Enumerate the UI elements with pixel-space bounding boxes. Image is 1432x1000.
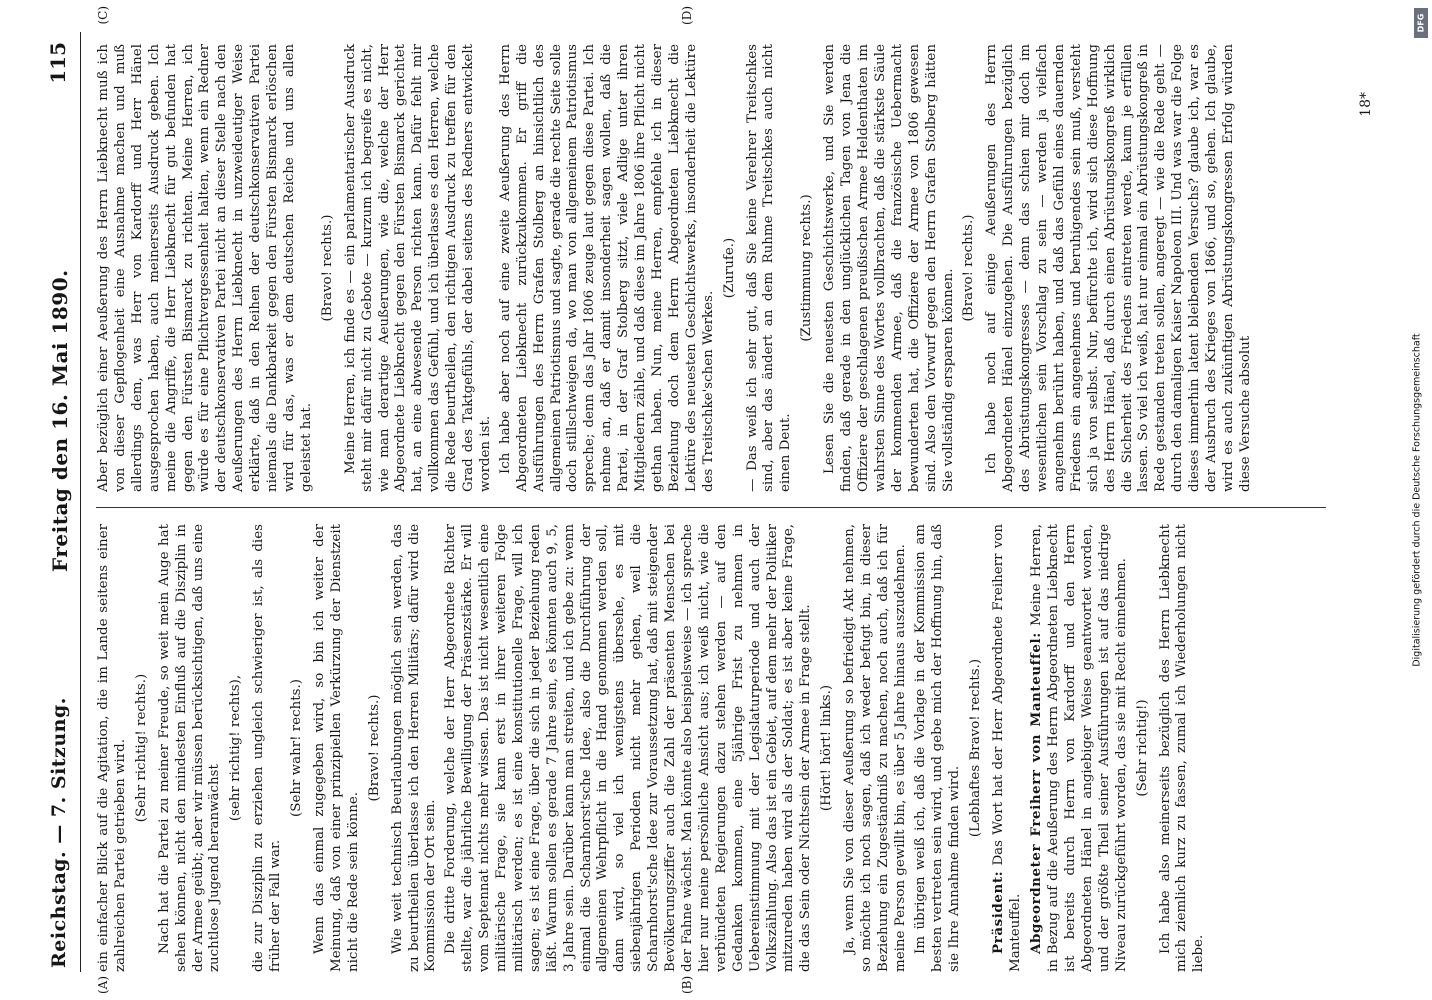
column-divider xyxy=(96,507,1326,508)
speaker-paragraph xyxy=(990,524,1025,972)
speech-text: Das Wort hat der Herr Abgeordnete Freiherr von Manteuffel. xyxy=(991,524,1024,972)
page-content xyxy=(40,6,1374,994)
signature-mark: 18* xyxy=(1358,92,1374,117)
paragraph: Ich habe aber noch auf eine zweite Aeußerung des Herrn Abgeordneten Liebknecht zurückzukommen. Er griff die Ausführungen des Herrn Grafen Stolberg an hinsichtlich des allgemeinen Patriotismus und sagte, gerade die rechte Seite solle doch stillschweigen da, wo man von allgemeinem Patriotismus spreche; denn das Jahr 1806 zeuge laut gegen diese Partei. Ich nehme an, daß er damit insonderheit sagen wollen, daß die Partei, in der Graf Stolberg sitzt, viele Adlige unter ihren Mitgliedern zähle, und daß diese im Jahre 1806 ihre Pflicht nicht gethan haben. Nun, meine Herren, empfehle ich in dieser Beziehung doch dem Herrn Abgeordneten Liebknecht die Lektüre des neuesten Geschichtswerks, insonderheit die Lektüre des Treitschke'schen Werkes. xyxy=(497,44,716,492)
paragraph: Wenn das einmal zugegeben wird, so bin ich weiter der Meinung, daß von einer prinzipiellen Verkürzung der Dienstzeit nicht die Rede sein könne. xyxy=(311,524,361,972)
paragraph: Ja, wenn Sie von dieser Aeußerung so befriedigt Akt nehmen, so möchte ich noch sagen, daß ich weder befugt bin, in dieser Beziehung ein Zugeständniß zu machen, noch auch, daß ich für meine Person gewillt bin, es über 5 Jahre hinaus auszudehnen. xyxy=(842,524,908,972)
speaker-paragraph xyxy=(1028,524,1130,972)
paragraph: Meine Herren, ich finde es — ein parlamentarischer Ausdruck steht mir dafür nicht zu Gebote — kurzum ich begreife es nicht, wie man derartige Aeußerungen, wie die, welche der Herr Abgeordnete Liebknecht gegen den Fürsten Bismarck gerichtet hat, an eine abwesende Person richten kann. Dafür fehlt mir vollkommen das Gefühl, und ich überlasse es den Herren, welche die Rede beurtheilen, den richtigen Ausdruck zu treffen für den Grad des Taktgefühls, der dabei seitens des Redners entwickelt worden ist. xyxy=(342,44,493,492)
margin-marker-c: (C) xyxy=(96,6,110,25)
interjection: (Bravo! rechts.) xyxy=(366,694,382,802)
paragraph: Wie weit technisch Beurlaubungen möglich sein werden, das zu beurtheilen überlasse ich den Herren Militärs; dafür wird die Kommission der Ort sein. xyxy=(389,524,439,972)
digitization-note: Digitalisierung gefördert durch die Deutsche Forschungsgemeinschaft xyxy=(1411,333,1423,667)
header-left: Reichstag. — 7. Sitzung. xyxy=(48,697,70,968)
interjection: (Sehr richtig!) xyxy=(1134,699,1150,797)
paragraph: die zur Disziplin zu erziehen ungleich schwieriger ist, als dies früher der Fall war. xyxy=(251,524,284,972)
paragraph: — Das weiß ich sehr gut, daß Sie keine Verehrer Treitschkes sind, aber das ändert an dem Ruhme Treitschkes auch nicht einen Deut. xyxy=(744,44,794,492)
margin-marker-a: (A) xyxy=(96,975,110,994)
paragraph: Ich habe also meinerseits bezüglich des Herrn Liebknecht mich ziemlich kurz zu fassen, zumal ich Wiederholungen nicht liebe. xyxy=(1157,524,1207,972)
right-text-column xyxy=(96,44,1356,492)
margin-marker-d: (D) xyxy=(680,6,694,25)
interjection: (Bravo! rechts.) xyxy=(961,214,977,322)
margin-marker-b: (B) xyxy=(680,975,694,994)
interjection: (sehr richtig! rechts), xyxy=(228,674,244,822)
interjection: (Sehr wahr! rechts.) xyxy=(289,679,305,817)
paragraph: Lesen Sie die neuesten Geschichtswerke, und Sie werden finden, daß gerade in den unglücklichen Tagen von Jena die Offiziere der geschlagenen preußischen Armee Heldenthaten im wahrsten Sinne des Wortes vollbrachten, daß die stärkste Säule der kommenden Armee, daß die französische Uebermacht bewunderten hat, die Offiziere der Armee von 1806 gewesen sind. Also den Vorwurf gegen den Herrn Grafen Stolberg hätten Sie vollständig ersparen können. xyxy=(822,44,956,492)
interjection: (Sehr richtig! rechts.) xyxy=(133,673,149,823)
page-number: 115 xyxy=(46,42,70,84)
running-header xyxy=(40,32,81,972)
paragraph: ein einfacher Blick auf die Agitation, die im Lande seitens einer zahlreichen Partei getrieben wird. xyxy=(96,524,128,972)
header-date: Freitag den 16. Mai 1890. xyxy=(48,269,72,572)
paragraph: Nach hat die Partei zu meiner Freude, so weit mein Auge hat sehen können, nicht den mindesten Einfluß auf die Disziplin in der Armee geübt; aber wir müssen berücksichtigen, daß uns eine zuchtlose Jugend heranwächst xyxy=(156,524,223,972)
speech-text: Meine Herren, in Bezug auf die Aeußerung des Herrn Abgeordneten Liebknecht ist bereits durch Herrn von Kardorff und den Herrn Abgeordneten Hänel in angiebiger Weise geantwortet worden, und der größte Theil seiner Ausführungen ist auf das niedrige Niveau zurückgeführt worden, das sie mit Recht einnehmen. xyxy=(1029,524,1129,972)
speaker-name: Präsident: xyxy=(990,870,1007,954)
interjection: (Hört! hört! links.) xyxy=(819,684,835,812)
dfg-logo xyxy=(1414,8,1428,38)
left-text-column xyxy=(96,524,1356,972)
interjection: (Bravo! rechts.) xyxy=(319,214,335,322)
interjection: (Lebhaftes Bravo! rechts.) xyxy=(967,658,983,838)
paragraph: Die dritte Forderung, welche der Herr Abgeordnete Richter stellte, war die jährliche Bewilligung der Präsenzstärke. Er will vom Septennat nichts mehr wissen. Das ist nicht wesentlich eine militärische Frage, sie kann erst in ihrer weiteren Folge militärisch werden; es ist eine konstitutionelle Frage, will ich sagen; es ist eine Frage, über die sich in jeder Beziehung reden läßt. Warum sollen es gerade 7 Jahre sein, es könnten auch 9, 5, 3 Jahre sein. Darüber kann man streiten, und ich gebe zu: wenn einmal die Scharnhorst'sche Idee, also die Durchführung der allgemeinen Wehrpflicht in die Hand genommen werden soll, dann wird, so viel ich wenigstens übersehe, es mit siebenjährigen Perioden nicht mehr gehen, weil die Scharnhorst'sche Idee zur Voraussetzung hat, daß mit steigender Bevölkerungsziffer auch die Zahl der präsenten Menschen bei der Fahne wächst. Man könnte also beispielsweise — ich spreche hier nur meine persönliche Ansicht aus; ich weiß nicht, wie die verbündeten Regierungen dazu stehen werden — auf den Gedanken kommen, eine 5jährige Frist zu nehmen in Uebereinstimmung mit der Legislaturperiode und auch der Volkszählung. Also das ist ein Gebiet, auf dem mehr der Politiker mitzureden haben wird als der Soldat; es ist aber keine Frage, die das Sein oder Nichtsein der Armee in Frage stellt. xyxy=(443,524,814,972)
dfg-logo-text: DFG xyxy=(1416,13,1426,33)
paragraph: Im übrigen weiß ich, daß die Vorlage in der Kommission am besten vertreten sein wird, und gebe mich der Hoffnung hin, daß sie Ihre Annahme finden wird. xyxy=(912,524,962,972)
paragraph: Aber bezüglich einer Aeußerung des Herrn Liebknecht muß ich von dieser Gepflogenheit eine Ausnahme machen und muß allerdings dem, was Herr von Kardorff und Herr Hänel ausgesprochen haben, auch meinerseits Ausdruck geben. Ich meine die Angriffe, die Herr Liebknecht für gut befunden hat gegen den Fürsten Bismarck zu richten. Meine Herren, ich würde es für eine Pflichtvergessenheit halten, wenn ein Redner der deutschkonservativen Partei nicht an dieser Stelle nach den Aeußerungen des Herrn Liebknecht in unzweideutiger Weise erklärte, daß in den Reihen der deutschkonservativen Partei niemals die Dankbarkeit gegen den Fürsten Bismarck erlöschen wird für das, was er dem deutschen Reiche und uns allen geleistet hat. xyxy=(96,44,314,492)
speaker-name: Abgeordneter Freiherr von Manteuffel: xyxy=(1028,632,1045,954)
interjection: (Zurufe.) xyxy=(721,237,737,299)
interjection: (Zustimmung rechts.) xyxy=(799,194,815,342)
paragraph: Ich habe noch auf einige Aeußerungen des Herrn Abgeordneten Hänel einzugehen. Die Ausführungen bezüglich des Abrüstungskongresses — denn das schien mir doch im wesentlichen sein Vorschlag zu sein — werden ja vielfach angenehm berührt haben, und daß das Gefühl eines dauernden Friedens ein angenehmes und beruhigendes sein muß, versteht sich ja von selbst. Nur, befürchte ich, wird sich diese Hoffnung des Herrn Hänel, daß durch einen Abrüstungskongreß wirklich die Sicherheit des Friedens eintreten werde, kaum je erfüllen lassen. So viel ich weiß, hat nur einmal ein Abrüstungskongreß in Rede gestanden treten sollen, angeregt — wie die Rede geht — durch den damaligen Kaiser Napoleon III. Und was war die Folge dieses immerhin latent bleibenden Versuchs? glaube ich, war es der Ausbruch des Krieges von 1866, und so, gehen. Ich glaube, wird es auch zukünftigen Abrüstungskongressen Erfolg würden diese Versuche absolut xyxy=(984,44,1253,492)
